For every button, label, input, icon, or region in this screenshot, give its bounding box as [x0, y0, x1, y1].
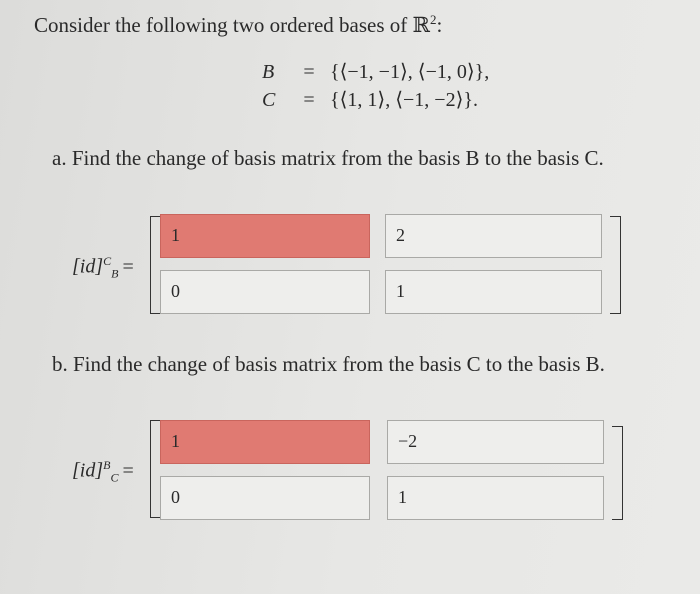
matrix-a-cell-r2c2[interactable]: 1 — [385, 270, 602, 314]
basis-c-equals: = — [303, 89, 315, 111]
matrix-b-cell-r1c1[interactable]: 1 — [160, 420, 370, 464]
matrix-a-cell-r2c1[interactable]: 0 — [160, 270, 370, 314]
basis-b-name: B — [262, 61, 275, 83]
basis-b-row — [262, 58, 489, 86]
bases-definition — [262, 58, 489, 114]
matrix-b-cell-r2c2[interactable]: 1 — [387, 476, 604, 520]
matrix-b-equals: = — [122, 459, 134, 482]
problem-intro — [34, 12, 442, 38]
question-b: b. Find the change of basis matrix from the basis C to the basis B. — [52, 352, 605, 376]
matrix-b-label-base: [id] — [72, 459, 104, 482]
matrix-a-equals: = — [122, 255, 134, 278]
matrix-a-right-bracket — [610, 216, 621, 314]
matrix-a-cell-r1c1[interactable]: 1 — [160, 214, 370, 258]
matrix-a-label-sup: C — [103, 254, 112, 268]
basis-c-name: C — [262, 89, 276, 111]
matrix-a-label-sub: B — [111, 266, 119, 281]
intro-exponent: 2 — [429, 12, 437, 27]
matrix-a-label-base: [id] — [72, 255, 104, 278]
matrix-b-cell-r1c2[interactable]: −2 — [387, 420, 604, 464]
basis-c-row — [262, 86, 489, 114]
basis-b-value: {⟨−1, −1⟩, ⟨−1, 0⟩}, — [330, 61, 490, 83]
basis-c-value: {⟨1, 1⟩, ⟨−1, −2⟩}. — [330, 89, 478, 111]
matrix-b-right-bracket — [612, 426, 623, 520]
question-a: a. Find the change of basis matrix from the basis B to the basis C. — [52, 146, 604, 170]
matrix-b-label-sup: B — [103, 458, 111, 472]
intro-suffix: : — [436, 13, 443, 37]
matrix-b-label-sub: C — [110, 470, 119, 485]
matrix-a-label — [72, 254, 134, 282]
intro-text: Consider the following two ordered bases of ℝ — [34, 13, 430, 37]
matrix-b-label — [72, 458, 134, 486]
matrix-a-cell-r1c2[interactable]: 2 — [385, 214, 602, 258]
basis-b-equals: = — [303, 61, 315, 83]
matrix-b-cell-r2c1[interactable]: 0 — [160, 476, 370, 520]
